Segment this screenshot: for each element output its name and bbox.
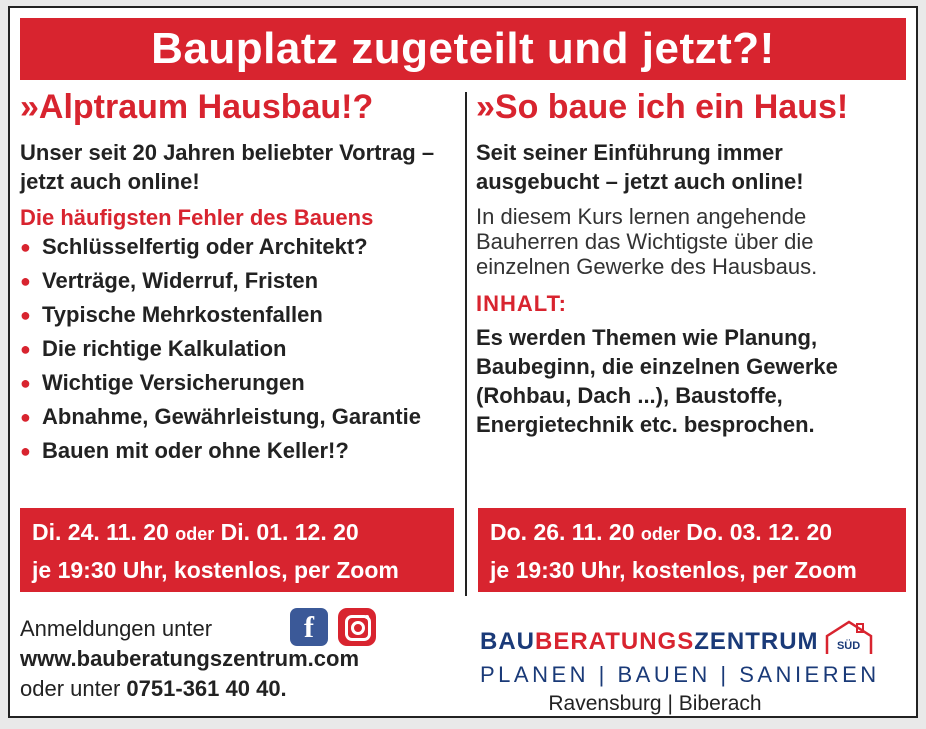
right-oder: oder	[640, 524, 680, 544]
website-link[interactable]: www.bauberatungszentrum.com	[20, 646, 360, 671]
list-item: ● Verträge, Widerruf, Fristen	[20, 268, 460, 294]
right-title: »So baue ich ein Haus!	[476, 88, 849, 126]
left-intro: Unser seit 20 Jahren beliebter Vortrag – jetzt auch online!	[20, 140, 435, 194]
house-logo-icon	[823, 618, 875, 656]
company-logo	[480, 618, 910, 716]
banner-title: Bauplatz zugeteilt und jetzt?!	[20, 18, 906, 80]
right-inhalt-heading: INHALT:	[476, 291, 567, 316]
list-item: ● Abnahme, Gewährleistung, Garantie	[20, 404, 460, 430]
social-icons	[290, 608, 376, 646]
left-time: je 19:30 Uhr, kostenlos, per Zoom	[32, 557, 399, 583]
column-divider	[465, 92, 467, 596]
list-item: ● Die richtige Kalkulation	[20, 336, 460, 362]
logo-wordmark: BAUBERATUNGSZENTRUM	[480, 628, 819, 655]
logo-tagline: PLANEN | BAUEN | SANIEREN	[480, 662, 880, 687]
left-column	[20, 86, 460, 472]
phone-number[interactable]: 0751-361 40 40.	[126, 676, 287, 701]
right-time: je 19:30 Uhr, kostenlos, per Zoom	[490, 557, 857, 583]
right-date-box	[478, 508, 906, 592]
right-content: Es werden Themen wie Planung, Baubeginn, die einzelnen Gewerke (Rohbau, Dach ...), Baustoffe, Energietechnik etc. besprochen.	[476, 325, 838, 437]
logo-sued: SÜD	[836, 640, 861, 652]
left-subheading: Die häufigsten Fehler des Bauens	[20, 205, 374, 230]
right-date-1: Do. 26. 11. 20	[490, 519, 635, 545]
left-date-box	[20, 508, 454, 592]
registration-label: Anmeldungen unter	[20, 616, 213, 641]
list-item: ● Bauen mit oder ohne Keller!?	[20, 438, 460, 464]
list-item: ● Typische Mehrkostenfallen	[20, 302, 460, 328]
left-title: »Alptraum Hausbau!?	[20, 88, 374, 126]
left-bullet-list	[20, 234, 460, 464]
facebook-icon[interactable]: f	[290, 608, 328, 646]
advertisement	[8, 6, 918, 718]
left-oder: oder	[175, 524, 215, 544]
right-column	[476, 86, 908, 439]
list-item: ● Wichtige Versicherungen	[20, 370, 460, 396]
left-date-1: Di. 24. 11. 20	[32, 519, 169, 545]
registration-info	[20, 614, 460, 704]
logo-cities: Ravensburg | Biberach	[548, 692, 762, 715]
instagram-icon[interactable]	[338, 608, 376, 646]
phone-prefix: oder unter	[20, 676, 121, 701]
right-date-2: Do. 03. 12. 20	[686, 519, 833, 545]
list-item: ● Schlüsselfertig oder Architekt?	[20, 234, 460, 260]
left-date-2: Di. 01. 12. 20	[220, 519, 359, 545]
right-body: In diesem Kurs lernen angehende Bauherren das Wichtigste über die einzelnen Gewerke des Hausbaus.	[476, 204, 818, 279]
right-intro: Seit seiner Einführung immer ausgebucht – jetzt auch online!	[476, 140, 804, 194]
